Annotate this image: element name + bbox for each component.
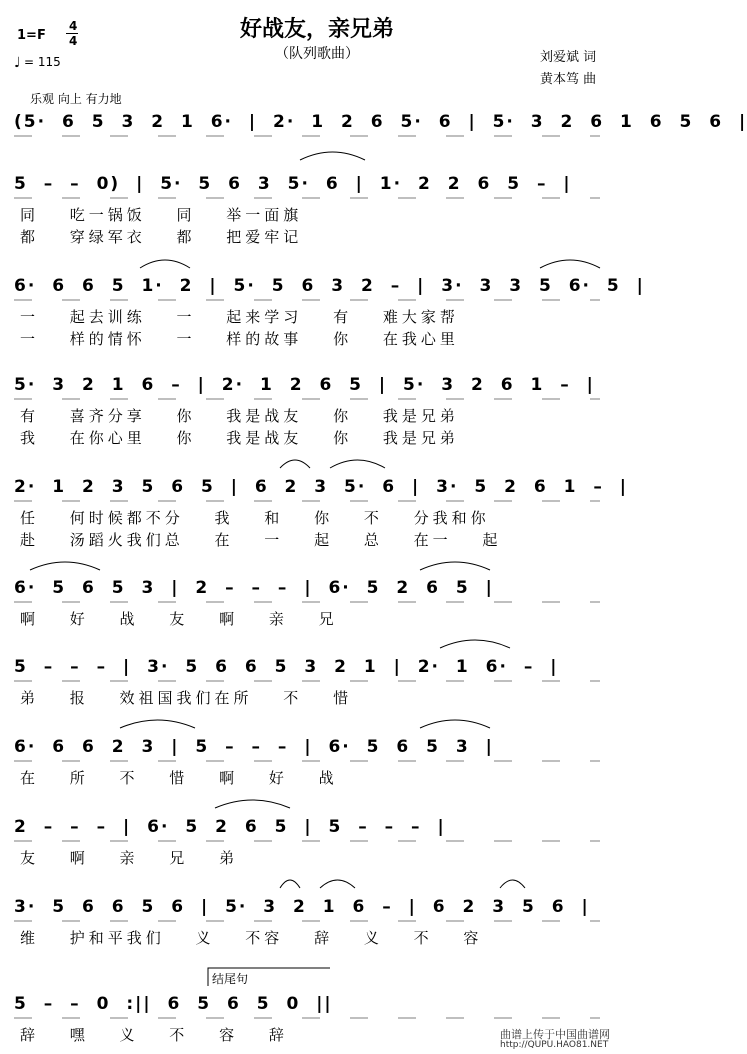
song-subtitle: （队列歌曲） — [275, 46, 359, 62]
quarter-note-icon: ♩ — [14, 55, 21, 71]
lyric-line-8-1: 在 所 不 惜 啊 好 战 — [20, 769, 338, 787]
slur-1 — [300, 152, 365, 160]
lyric-line-11-1: 辞 嘿 义 不 容 辞 — [20, 1026, 288, 1044]
key-signature: 1=F — [17, 28, 46, 43]
slur-11 — [215, 800, 290, 808]
lyric-line-2-1: 同 吃一锅饭 同 举一面旗 — [20, 206, 303, 224]
slur-5 — [330, 460, 385, 468]
lyric-line-9-1: 友 啊 亲 兄 弟 — [20, 849, 239, 867]
lyric-line-4-2: 我 在你心里 你 我是战友 你 我是兄弟 — [20, 429, 459, 447]
coda-label: 结尾句 — [212, 972, 249, 986]
notation-row-2: 5 – – 0) | 5· 5 6 3 5· 6 | 1· 2 2 6 5 – | — [14, 174, 572, 194]
expression-mark: 乐观 向上 有力地 — [30, 92, 122, 106]
coda-bracket — [208, 968, 330, 986]
slur-3 — [540, 260, 600, 268]
lyric-line-10-1: 维 护和平我们 义 不容 辞 义 不 容 — [20, 929, 483, 947]
lyric-line-3-1: 一 起去训练 一 起来学习 有 难大家帮 — [20, 308, 459, 326]
notation-row-8: 6· 6 6 2 3 | 5 – – – | 6· 5 6 5 3 | — [14, 737, 494, 757]
slur-8 — [440, 640, 510, 648]
slur-7 — [420, 562, 490, 570]
notation-row-6: 6· 5 6 5 3 | 2 – – – | 6· 5 2 6 5 | — [14, 578, 494, 598]
slur-2 — [140, 260, 190, 268]
notation-row-1: (5· 6 5 3 2 1 6· | 2· 1 2 6 5· 6 | 5· 3 2 6 1 6 5 6 | — [14, 112, 747, 132]
notation-row-11: 5 – – 0 :|| 6 5 6 5 0 || — [14, 994, 333, 1014]
notation-row-4: 5· 3 2 1 6 – | 2· 1 2 6 5 | 5· 3 2 6 1 – | — [14, 375, 595, 395]
slur-4 — [280, 460, 310, 468]
lyric-line-5-1: 任 何时候都不分 我 和 你 不 分我和你 — [20, 509, 490, 527]
slur-14 — [280, 880, 300, 888]
slur-6 — [30, 562, 100, 570]
lyricist-credit: 刘爱斌 词 — [540, 50, 597, 65]
lyric-line-2-2: 都 穿绿军衣 都 把爱牢记 — [20, 228, 303, 246]
time-signature-bottom: 4 — [69, 34, 78, 48]
lyric-line-6-1: 啊 好 战 友 啊 亲 兄 — [20, 610, 338, 628]
slur-9 — [120, 720, 195, 728]
composer-credit: 黄本笃 曲 — [540, 72, 597, 87]
lyric-line-7-1: 弟 报 效祖国我们在所 不 惜 — [20, 689, 353, 707]
lyric-line-5-2: 赴 汤蹈火我们总 在 一 起 总 在一 起 — [20, 531, 502, 549]
lyric-line-3-2: 一 样的情怀 一 样的故事 你 在我心里 — [20, 330, 459, 348]
notation-row-9: 2 – – – | 6· 5 2 6 5 | 5 – – – | — [14, 817, 446, 837]
song-title: 好战友，亲兄弟 — [239, 17, 394, 42]
lyric-line-4-1: 有 喜齐分享 你 我是战友 你 我是兄弟 — [20, 407, 459, 425]
slur-10 — [420, 720, 490, 728]
slur-13 — [500, 880, 525, 888]
slur-12 — [320, 880, 355, 888]
time-signature-top: 4 — [69, 19, 78, 33]
notation-row-3: 6· 6 6 5 1· 2 | 5· 5 6 3 2 – | 3· 3 3 5 6· 5 | — [14, 276, 645, 296]
notation-row-7: 5 – – – | 3· 5 6 6 5 3 2 1 | 2· 1 6· – | — [14, 657, 559, 677]
notation-row-10: 3· 5 6 6 5 6 | 5· 3 2 1 6 – | 6 2 3 5 6 | — [14, 897, 590, 917]
watermark-url: http://QUPU.HAO81.NET — [500, 1040, 609, 1050]
watermark-text: 曲谱上传于中国曲谱网 — [500, 1028, 610, 1041]
notation-row-5: 2· 1 2 3 5 6 5 | 6 2 3 5· 6 | 3· 5 2 6 1 – | — [14, 477, 628, 497]
tempo-mark: = 115 — [24, 55, 61, 69]
